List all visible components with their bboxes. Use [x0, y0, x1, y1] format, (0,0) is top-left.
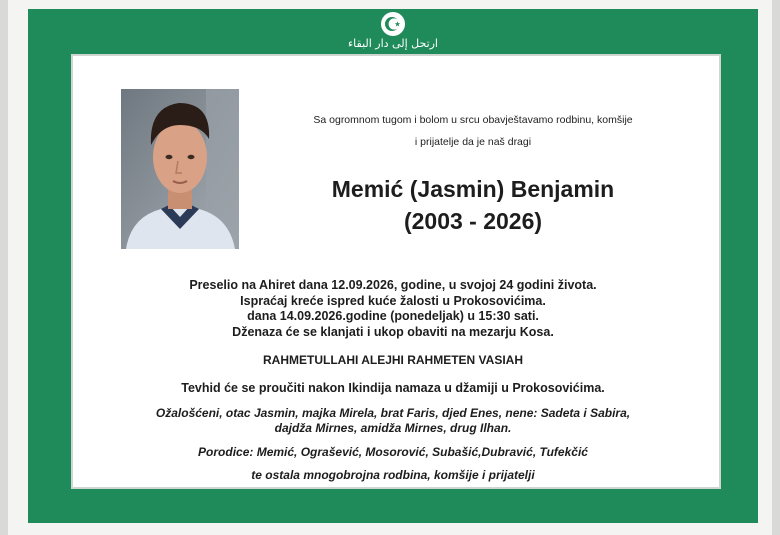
intro-line-1: Sa ogromnom tugom i bolom u srcu obavještavamo rodbinu, komšije [313, 114, 633, 126]
life-years: (2003 - 2026) [403, 208, 543, 234]
emblem [28, 12, 758, 50]
detail-line-1: Preselio na Ahiret dana 12.09.2026, godine, u svojoj 24 godini života. [189, 278, 597, 292]
prayer-line: RAHMETULLAHI ALEJHI RAHMETEN VASIAH [263, 353, 523, 367]
green-frame [28, 9, 758, 523]
portrait-photo [121, 89, 239, 249]
tevhid-line: Tevhid će se proučiti nakon Ikindija namaza u džamiji u Prokosovićima. [181, 381, 605, 395]
closing-line: te ostala mnogobrojna rodbina, komšije i prijatelji [251, 468, 535, 482]
mourners-line-1: Ožalošćeni, otac Jasmin, majka Mirela, brat Faris, djed Enes, nene: Sadeta i Sabira, [155, 406, 631, 420]
deceased-name: Memić (Jasmin) Benjamin [331, 176, 615, 202]
detail-line-3: dana 14.09.2026.godine (ponedeljak) u 15:30 sati. [247, 309, 539, 323]
families-line: Porodice: Memić, Ograšević, Mosorović, Subašić,Dubravić, Tufekčić [198, 445, 588, 459]
crescent-star-icon [381, 12, 405, 36]
detail-line-2: Ispraćaj kreće ispred kuće žalosti u Prokosovićima. [240, 294, 546, 308]
intro-line-2: i prijatelje da je naš dragi [414, 136, 532, 148]
mourners-line-2: dajdža Mirnes, amidža Mirnes, drug Ilhan. [274, 421, 512, 435]
paper-sheet [8, 0, 772, 535]
detail-line-4: Dženaza će se klanjati i ukop obaviti na mezarju Kosa. [232, 325, 554, 339]
notice-card [71, 54, 721, 489]
arabic-inscription: ارتحل إلى دار البقاء [347, 37, 438, 50]
